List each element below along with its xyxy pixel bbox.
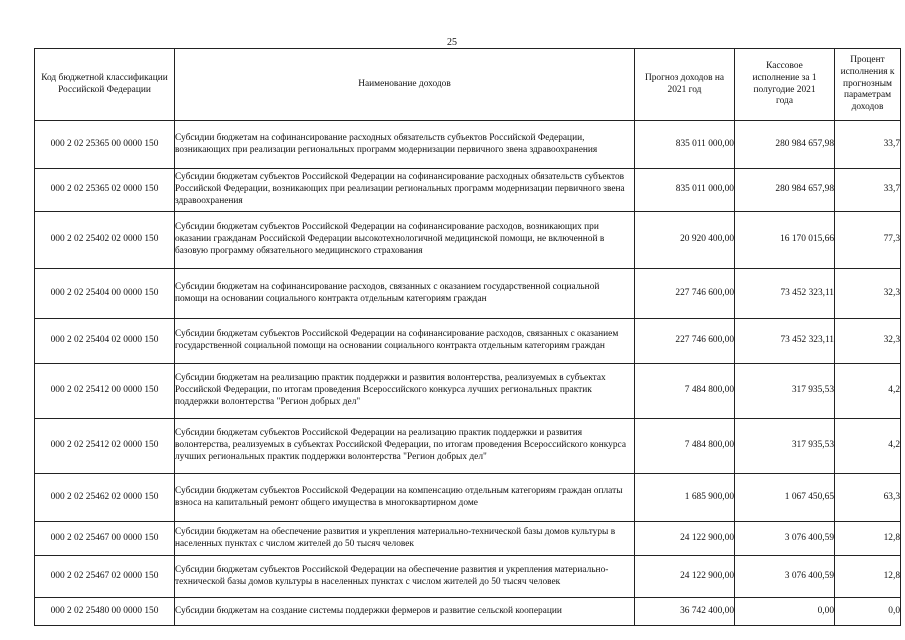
row-cash: 1 067 450,65 [735,474,835,522]
row-name: Субсидии бюджетам субъектов Российской Федерации на компенсацию отдельным категориям граждан оплаты взноса на капитальный ремонт общего имущества в многоквартирном доме [175,474,635,522]
row-cash: 3 076 400,59 [735,556,835,598]
row-name: Субсидии бюджетам на реализацию практик поддержки и развития волонтерства, реализуемых в субъектах Российской Федерации, по итогам проведения Всероссийского конкурса лучших региональных практик поддержки волонтерства "Регион добрых дел" [175,364,635,419]
row-forecast: 1 685 900,00 [635,474,735,522]
row-code: 000 2 02 25404 00 0000 150 [35,269,175,319]
row-name: Субсидии бюджетам субъектов Российской Федерации на реализацию практик поддержки и развития волонтерства, реализуемых в субъектах Российской Федерации, по итогам проведения Всероссийского конкурса лучших региональных практик поддержки волонтерства "Регион добрых дел" [175,419,635,474]
table-row [35,419,901,474]
row-cash: 73 452 323,11 [735,319,835,364]
row-name: Субсидии бюджетам субъектов Российской Федерации на софинансирование расходов, связанных с оказанием государственной социальной помощи на основании социального контракта отдельным категориям граждан [175,319,635,364]
row-code: 000 2 02 25365 02 0000 150 [35,169,175,212]
row-cash: 0,00 [735,598,835,626]
row-forecast: 835 011 000,00 [635,169,735,212]
table-row [35,556,901,598]
row-cash: 317 935,53 [735,364,835,419]
row-cash: 317 935,53 [735,419,835,474]
header-name: Наименование доходов [175,49,635,121]
row-forecast: 7 484 800,00 [635,419,735,474]
row-forecast: 227 746 600,00 [635,269,735,319]
row-percent: 33,7 [835,169,901,212]
row-name: Субсидии бюджетам на создание системы поддержки фермеров и развитие сельской кооперации [175,598,635,626]
header-percent: Процент исполнения к прогнозным параметрам доходов [835,49,901,121]
row-percent: 0,0 [835,598,901,626]
header-code: Код бюджетной классификации Российской Федерации [35,49,175,121]
row-forecast: 835 011 000,00 [635,121,735,169]
row-name: Субсидии бюджетам субъектов Российской Федерации на софинансирование расходных обязательств субъектов Российской Федерации, возникающих при реализации региональных программ модернизации первичного звена здравоохранения [175,169,635,212]
row-code: 000 2 02 25462 02 0000 150 [35,474,175,522]
row-percent: 4,2 [835,419,901,474]
row-cash: 280 984 657,98 [735,169,835,212]
table-row [35,522,901,556]
row-forecast: 36 742 400,00 [635,598,735,626]
row-forecast: 24 122 900,00 [635,556,735,598]
table-row [35,121,901,169]
row-percent: 32,3 [835,269,901,319]
row-percent: 12,8 [835,522,901,556]
page-number: 25 [447,37,457,48]
table-header-row [35,49,901,121]
row-percent: 32,3 [835,319,901,364]
row-forecast: 20 920 400,00 [635,212,735,269]
revenue-table [34,48,901,626]
row-percent: 4,2 [835,364,901,419]
row-code: 000 2 02 25402 02 0000 150 [35,212,175,269]
row-name: Субсидии бюджетам субъектов Российской Федерации на обеспечение развития и укрепления материально-технической базы домов культуры в населенных пунктах с числом жителей до 50 тысяч человек [175,556,635,598]
row-forecast: 227 746 600,00 [635,319,735,364]
row-cash: 280 984 657,98 [735,121,835,169]
table-row [35,474,901,522]
table-row [35,269,901,319]
row-code: 000 2 02 25467 02 0000 150 [35,556,175,598]
row-percent: 77,3 [835,212,901,269]
row-name: Субсидии бюджетам на софинансирование расходных обязательств субъектов Российской Федерации, возникающих при реализации региональных программ модернизации первичного звена здравоохранения [175,121,635,169]
row-code: 000 2 02 25365 00 0000 150 [35,121,175,169]
row-cash: 3 076 400,59 [735,522,835,556]
row-code: 000 2 02 25412 00 0000 150 [35,364,175,419]
row-cash: 73 452 323,11 [735,269,835,319]
table-row [35,364,901,419]
table-row [35,319,901,364]
row-code: 000 2 02 25467 00 0000 150 [35,522,175,556]
row-code: 000 2 02 25412 02 0000 150 [35,419,175,474]
row-name: Субсидии бюджетам на обеспечение развития и укрепления материально-технической базы домов культуры в населенных пунктах с числом жителей до 50 тысяч человек [175,522,635,556]
row-percent: 63,3 [835,474,901,522]
table-row [35,598,901,626]
row-forecast: 7 484 800,00 [635,364,735,419]
table-row [35,212,901,269]
row-code: 000 2 02 25480 00 0000 150 [35,598,175,626]
row-cash: 16 170 015,66 [735,212,835,269]
row-name: Субсидии бюджетам на софинансирование расходов, связанных с оказанием государственной социальной помощи на основании социального контракта отдельным категориям граждан [175,269,635,319]
row-percent: 33,7 [835,121,901,169]
row-percent: 12,8 [835,556,901,598]
header-cash: Кассовое исполнение за 1 полугодие 2021 года [735,49,835,121]
row-name: Субсидии бюджетам субъектов Российской Федерации на софинансирование расходов, возникающих при оказании гражданам Российской Федерации высокотехнологичной медицинской помощи, не включенной в базовую программу обязательного медицинского страхования [175,212,635,269]
table-row [35,169,901,212]
header-forecast: Прогноз доходов на 2021 год [635,49,735,121]
row-forecast: 24 122 900,00 [635,522,735,556]
row-code: 000 2 02 25404 02 0000 150 [35,319,175,364]
